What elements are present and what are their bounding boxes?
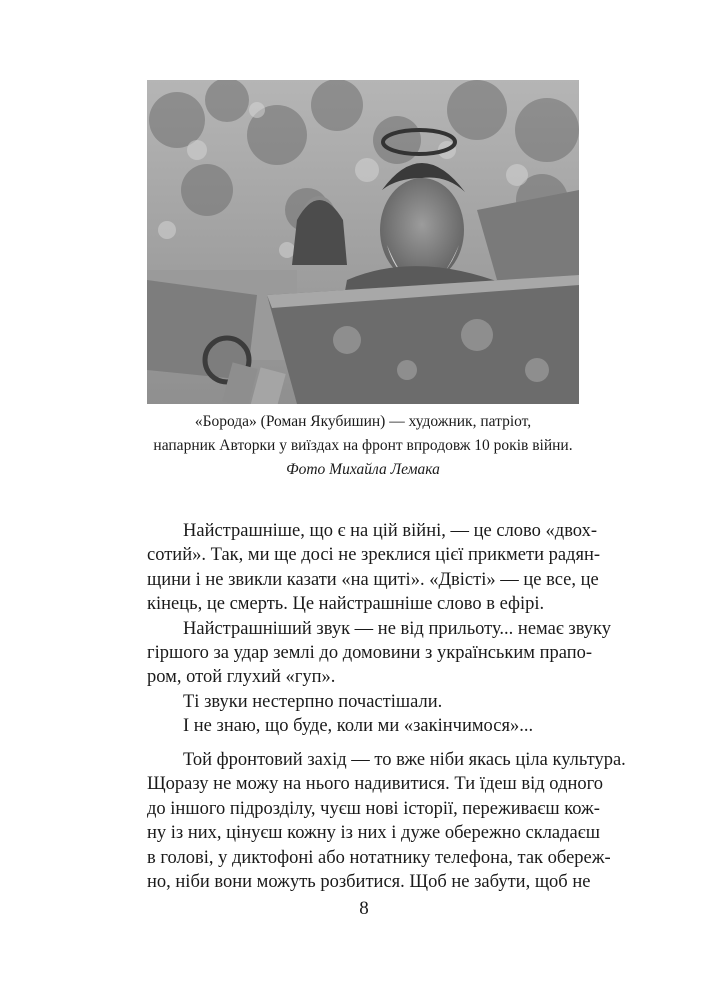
text-line: Той фронтовий захід — то вже ніби якась ціла культура. (183, 750, 626, 770)
text-line: Найстрашніший звук — не від прильоту... немає звуку (183, 618, 612, 639)
text-line: кінець, це смерть. Це найстрашніше слово в ефірі. (147, 594, 545, 615)
text-line: Ті звуки нестерпно почастішали. (183, 691, 443, 712)
caption-line: напарник Авторки у виїздах на фронт впродовж 10 років війни. (153, 437, 573, 454)
text-line: ну із них, цінуєш кожну із них і дуже обережно складаєш (147, 823, 600, 844)
text-block (147, 519, 612, 739)
text-line: щини і не звикли казати «на щиті». «Двісті» — це все, це (147, 569, 599, 590)
text-line: гіршого за удар землі до домовини з українським прапо- (147, 642, 593, 663)
text-line: Щоразу не можу на нього надивитися. Ти їдеш від одного (147, 774, 603, 795)
text-line: І не знаю, що буде, коли ми «закінчимося»... (183, 716, 534, 737)
caption-line: «Борода» (Роман Якубишин) — художник, патріот, (194, 413, 532, 430)
text-line: ром, отой глухий «гуп». (147, 667, 336, 688)
photo-credit: Фото Михайла Лемака (286, 461, 440, 478)
text-line: в голові, у диктофоні або нотатнику телефона, так обереж- (147, 847, 611, 868)
photo-caption (140, 410, 586, 482)
text-line: сотий». Так, ми ще досі не зреклися цієї прикмети радян- (147, 545, 601, 566)
text-line: Найстрашніше, що є на цій війні, — це слово «двох- (183, 521, 598, 541)
photo-bearded-man-icon (147, 80, 579, 404)
text-line: до іншого підрозділу, чуєш нові історії, переживаєш кож- (147, 798, 600, 819)
text-line: но, ніби вони можуть розбитися. Щоб не забути, щоб не (147, 871, 591, 892)
photo (147, 80, 579, 404)
text-block (147, 748, 626, 894)
page-number: 8 (359, 898, 369, 919)
